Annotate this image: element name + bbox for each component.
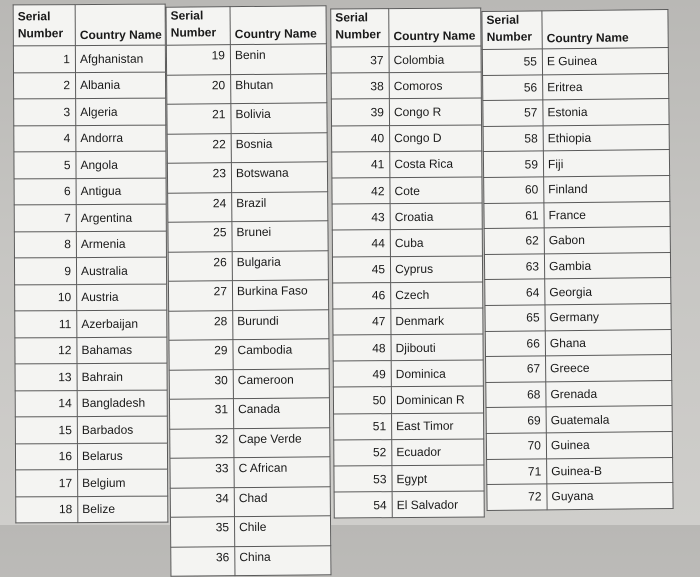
country-name-cell: Belize — [78, 496, 168, 523]
table-row — [15, 363, 167, 390]
serial-number-cell: 57 — [483, 100, 543, 126]
country-name-cell: Cambodia — [233, 339, 329, 369]
table-row — [483, 150, 669, 178]
table-row — [15, 443, 167, 470]
serial-number-cell: 35 — [170, 517, 234, 547]
serial-number-cell: 65 — [485, 305, 545, 331]
country-name-cell: Cameroon — [233, 368, 329, 398]
table-row — [169, 368, 329, 399]
country-name-cell: Gabon — [544, 227, 670, 254]
country-name-cell: Belgium — [78, 469, 168, 496]
country-name-cell: Barbados — [77, 416, 167, 443]
table-row — [14, 151, 166, 178]
country-name-cell: Chad — [234, 486, 330, 516]
table-row — [484, 201, 670, 229]
country-name-cell: Bahrain — [77, 363, 167, 390]
country-name-cell: Belarus — [77, 443, 167, 470]
country-name-cell: Colombia — [389, 46, 481, 73]
table-row — [14, 257, 166, 284]
country-name-header: Country Name — [389, 8, 481, 47]
serial-number-cell: 1 — [13, 46, 75, 73]
country-name-cell: Egypt — [392, 465, 484, 492]
country-name-cell: China — [235, 545, 331, 575]
serial-number-cell: 48 — [333, 335, 391, 362]
serial-number-cell: 13 — [15, 364, 77, 391]
table-row — [167, 103, 327, 134]
country-table-1 — [13, 4, 169, 524]
table-row — [168, 250, 328, 281]
country-name-cell: Ghana — [545, 329, 671, 356]
serial-number-cell: 63 — [484, 254, 544, 280]
country-name-cell: Germany — [545, 303, 671, 330]
table-row — [333, 334, 483, 361]
country-name-cell: Burundi — [233, 309, 329, 339]
serial-number-header: Serial Number — [13, 5, 75, 46]
table-row — [483, 73, 669, 101]
serial-number-cell: 29 — [169, 340, 233, 370]
table-row — [168, 280, 328, 311]
serial-number-cell: 3 — [14, 99, 76, 126]
serial-number-cell: 49 — [333, 361, 391, 388]
table-row — [170, 516, 330, 547]
country-name-cell: Djibouti — [391, 334, 483, 361]
table-row — [484, 252, 670, 280]
serial-number-cell: 60 — [484, 177, 544, 203]
serial-number-cell: 68 — [486, 382, 546, 408]
country-name-cell: Bhutan — [231, 73, 327, 103]
table-row — [333, 386, 483, 413]
serial-number-cell: 55 — [482, 49, 542, 75]
country-name-cell: Chile — [234, 516, 330, 546]
serial-number-header: Serial Number — [331, 9, 389, 47]
serial-number-cell: 4 — [14, 125, 76, 152]
country-name-cell: Czech — [391, 282, 483, 309]
serial-number-cell: 12 — [15, 337, 77, 364]
country-name-cell: Canada — [233, 398, 329, 428]
country-table-2 — [166, 5, 332, 576]
serial-number-cell: 27 — [168, 281, 232, 311]
table-row — [169, 339, 329, 370]
country-name-cell: East Timor — [392, 413, 484, 440]
country-name-cell: Brunei — [232, 221, 328, 251]
country-name-cell: Eritrea — [543, 73, 669, 100]
table-row — [332, 255, 482, 282]
serial-number-cell: 30 — [169, 369, 233, 399]
table-row — [484, 227, 670, 255]
country-name-cell: Dominica — [391, 360, 483, 387]
country-name-cell: Armenia — [76, 231, 166, 258]
serial-number-cell: 16 — [15, 443, 77, 470]
country-name-cell: Bosnia — [231, 132, 327, 162]
country-name-cell: Fiji — [543, 150, 669, 177]
table-row — [486, 355, 672, 383]
country-name-cell: Australia — [76, 257, 166, 284]
serial-number-header: Serial Number — [166, 7, 230, 46]
serial-number-cell: 67 — [486, 356, 546, 382]
country-name-cell: Grenada — [546, 380, 672, 407]
table-row — [16, 496, 168, 523]
table-row — [13, 72, 165, 99]
table-row — [168, 221, 328, 252]
table-row — [15, 310, 167, 337]
country-name-cell: Guinea-B — [547, 457, 673, 484]
serial-number-cell: 72 — [487, 484, 547, 510]
table-row — [331, 46, 481, 73]
serial-number-cell: 7 — [14, 205, 76, 232]
table-row — [170, 457, 330, 488]
country-name-cell: Bahamas — [77, 337, 167, 364]
country-name-cell: Denmark — [391, 308, 483, 335]
table-row — [14, 204, 166, 231]
serial-number-cell: 45 — [332, 256, 390, 283]
country-name-cell: Andorra — [76, 125, 166, 152]
serial-number-cell: 26 — [168, 251, 232, 281]
table-row — [169, 309, 329, 340]
table-row — [171, 545, 331, 576]
country-name-cell: Guatemala — [546, 406, 672, 433]
table-row — [15, 284, 167, 311]
country-name-cell: Austria — [77, 284, 167, 311]
serial-number-cell: 31 — [169, 399, 233, 429]
country-name-cell: Ethiopia — [543, 124, 669, 151]
serial-number-cell: 38 — [331, 73, 389, 100]
serial-number-cell: 10 — [15, 284, 77, 311]
serial-number-cell: 62 — [484, 228, 544, 254]
serial-number-cell: 50 — [333, 387, 391, 414]
country-name-cell: Estonia — [543, 99, 669, 126]
table-row — [482, 48, 668, 76]
table-row — [333, 308, 483, 335]
serial-number-cell: 70 — [486, 433, 546, 459]
country-name-cell: Ecuador — [392, 439, 484, 466]
table-row — [487, 483, 673, 511]
country-name-cell: Congo D — [390, 125, 482, 152]
serial-number-cell: 51 — [334, 413, 392, 440]
serial-number-cell: 22 — [167, 133, 231, 163]
country-name-cell: Algeria — [76, 98, 166, 125]
country-name-cell: Botswana — [231, 162, 327, 192]
country-name-cell: Cote — [390, 177, 482, 204]
table-row — [332, 229, 482, 256]
country-name-cell: Bolivia — [231, 103, 327, 133]
table-row — [334, 465, 484, 492]
serial-number-cell: 52 — [334, 439, 392, 466]
table-row — [333, 360, 483, 387]
country-name-cell: Congo R — [389, 98, 481, 125]
table-row — [334, 439, 484, 466]
country-name-cell: Albania — [75, 72, 165, 99]
table-row — [486, 431, 672, 459]
serial-number-cell: 9 — [14, 258, 76, 285]
table-row — [332, 203, 482, 230]
country-name-cell: Afghanistan — [75, 45, 165, 72]
serial-number-cell: 56 — [483, 74, 543, 100]
serial-number-cell: 33 — [170, 458, 234, 488]
country-name-cell: Guinea — [546, 431, 672, 458]
serial-number-cell: 36 — [171, 546, 235, 576]
table-row — [486, 406, 672, 434]
table-row — [167, 132, 327, 163]
country-name-cell: Croatia — [390, 203, 482, 230]
serial-number-cell: 47 — [333, 308, 391, 335]
table-row — [486, 380, 672, 408]
serial-number-cell: 14 — [15, 390, 77, 417]
country-name-cell: Cuba — [390, 229, 482, 256]
country-name-cell: France — [544, 201, 670, 228]
table-row — [334, 491, 484, 518]
serial-number-cell: 24 — [168, 192, 232, 222]
table-row — [15, 390, 167, 417]
country-name-cell: Azerbaijan — [77, 310, 167, 337]
country-name-cell: Angola — [76, 151, 166, 178]
table-row — [334, 413, 484, 440]
table-row — [332, 177, 482, 204]
table-row — [483, 99, 669, 127]
table-row — [332, 125, 482, 152]
table-row — [15, 416, 167, 443]
serial-number-cell: 71 — [487, 458, 547, 484]
table-row — [333, 282, 483, 309]
table-row — [15, 337, 167, 364]
country-name-cell: Costa Rica — [390, 151, 482, 178]
table-row — [169, 398, 329, 429]
table-row — [16, 469, 168, 496]
serial-number-cell: 2 — [13, 72, 75, 99]
country-name-cell: Dominican R — [391, 386, 483, 413]
country-name-cell: Guyana — [547, 483, 673, 510]
country-name-cell: El Salvador — [392, 491, 484, 518]
serial-number-cell: 8 — [14, 231, 76, 258]
country-name-cell: Antigua — [76, 178, 166, 205]
country-table-3 — [330, 7, 485, 518]
country-name-header: Country Name — [75, 4, 165, 45]
table-row — [170, 486, 330, 517]
table-row — [332, 151, 482, 178]
country-name-cell: Georgia — [545, 278, 671, 305]
serial-number-cell: 19 — [166, 45, 230, 75]
country-name-cell: Burkina Faso — [232, 280, 328, 310]
serial-number-cell: 25 — [168, 222, 232, 252]
serial-number-cell: 58 — [483, 126, 543, 152]
table-row — [14, 178, 166, 205]
serial-number-cell: 59 — [483, 151, 543, 177]
country-name-cell: Bulgaria — [232, 250, 328, 280]
country-table-4 — [481, 9, 673, 511]
serial-number-header: Serial Number — [482, 11, 542, 50]
serial-number-cell: 40 — [332, 125, 390, 152]
table-row — [487, 457, 673, 485]
serial-number-cell: 41 — [332, 151, 390, 178]
table-row — [170, 427, 330, 458]
country-name-cell: E Guinea — [542, 48, 668, 75]
country-name-cell: Argentina — [76, 204, 166, 231]
table-row — [14, 231, 166, 258]
serial-number-cell: 61 — [484, 202, 544, 228]
serial-number-cell: 18 — [16, 496, 78, 523]
table-row — [485, 303, 671, 331]
country-name-cell: Gambia — [544, 252, 670, 279]
table-row — [167, 73, 327, 104]
serial-number-cell: 43 — [332, 204, 390, 231]
table-row — [331, 98, 481, 125]
country-name-cell: Bangladesh — [77, 390, 167, 417]
table-row — [483, 124, 669, 152]
country-name-header: Country Name — [230, 6, 326, 45]
table-row — [485, 278, 671, 306]
serial-number-cell: 44 — [332, 230, 390, 257]
country-name-cell: Finland — [544, 175, 670, 202]
serial-number-cell: 32 — [170, 428, 234, 458]
serial-number-cell: 39 — [331, 99, 389, 126]
table-row — [485, 329, 671, 357]
serial-number-cell: 17 — [16, 470, 78, 497]
serial-number-cell: 5 — [14, 152, 76, 179]
country-name-cell: Benin — [230, 44, 326, 74]
serial-number-cell: 64 — [485, 279, 545, 305]
table-row — [166, 44, 326, 75]
country-name-cell: C African — [234, 457, 330, 487]
country-name-cell: Brazil — [232, 191, 328, 221]
serial-number-cell: 6 — [14, 178, 76, 205]
country-name-cell: Greece — [546, 355, 672, 382]
serial-number-cell: 23 — [167, 163, 231, 193]
serial-number-cell: 15 — [15, 417, 77, 444]
table-row — [484, 175, 670, 203]
table-row — [14, 98, 166, 125]
serial-number-cell: 34 — [170, 487, 234, 517]
serial-number-cell: 69 — [486, 407, 546, 433]
country-name-cell: Comoros — [389, 72, 481, 99]
table-row — [167, 162, 327, 193]
serial-number-cell: 28 — [169, 310, 233, 340]
serial-number-cell: 53 — [334, 466, 392, 493]
serial-number-cell: 42 — [332, 178, 390, 205]
country-name-cell: Cape Verde — [234, 427, 330, 457]
serial-number-cell: 37 — [331, 47, 389, 74]
table-row — [168, 191, 328, 222]
table-row — [14, 125, 166, 152]
table-row — [13, 45, 165, 72]
table-row — [331, 72, 481, 99]
country-name-header: Country Name — [542, 10, 668, 49]
serial-number-cell: 46 — [333, 282, 391, 309]
country-name-cell: Cyprus — [390, 255, 482, 282]
serial-number-cell: 21 — [167, 104, 231, 134]
serial-number-cell: 20 — [167, 74, 231, 104]
serial-number-cell: 66 — [485, 330, 545, 356]
serial-number-cell: 11 — [15, 311, 77, 338]
serial-number-cell: 54 — [334, 492, 392, 519]
